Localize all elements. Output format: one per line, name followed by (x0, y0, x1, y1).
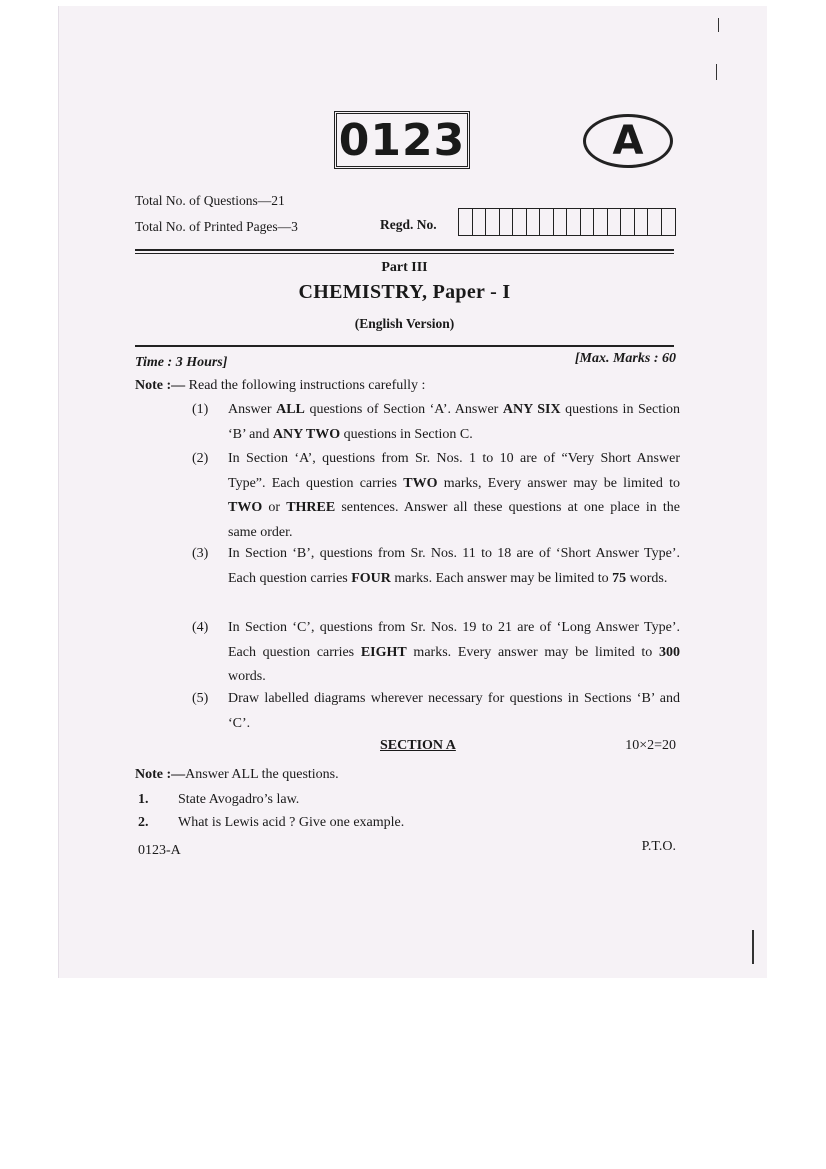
header-rule-top (135, 249, 674, 251)
paper-code-box (334, 111, 470, 169)
regd-number-boxes (458, 208, 676, 236)
question-text: State Avogadro’s law. (178, 792, 300, 807)
footer-code: 0123-A (138, 843, 181, 858)
total-pages: Total No. of Printed Pages—3 (135, 219, 298, 234)
subject-title: CHEMISTRY, Paper - I (298, 281, 511, 303)
instruction-number: (1) (192, 402, 209, 417)
instruction-number: (2) (192, 451, 209, 466)
instruction-text: Draw labelled diagrams wherever necessary for questions in Sections ‘B’ and ‘C’. (228, 691, 680, 731)
max-marks-label: [Max. Marks : 60 (574, 351, 676, 366)
section-a-note (135, 763, 339, 788)
question-number: 1. (138, 792, 149, 807)
instruction-number: (5) (192, 691, 209, 706)
scan-edge-mark (718, 18, 719, 32)
question-text: What is Lewis acid ? Give one example. (178, 815, 405, 830)
set-oval (583, 114, 673, 168)
instruction-text: In Section ‘A’, questions from Sr. Nos. 1 to 10 are of “Very Short Answer Type”. Each question carries TWO marks, Every answer may be limited to TWO or THREE sentences. Answer all these questions at one place in the same order. (228, 451, 681, 540)
regd-label: Regd. No. (380, 217, 437, 232)
set-letter: A (612, 118, 644, 164)
instruction-text: In Section ‘B’, questions from Sr. Nos. 11 to 18 are of ‘Short Answer Type’. Each question carries FOUR marks. Each answer may be limited to 75 words. (228, 546, 680, 586)
scan-edge-mark (752, 930, 754, 964)
scan-edge-mark (716, 64, 717, 80)
title-rule (135, 345, 674, 347)
instruction-text: Answer ALL questions of Section ‘A’. Answer ANY SIX questions in Section ‘B’ and ANY TWO questions in Section C. (228, 402, 680, 442)
note-text: Read the following instructions carefully : (188, 378, 426, 393)
section-a-note-label: Note :— (135, 767, 186, 782)
paper-code: 0123 (338, 114, 466, 166)
section-a-note-text: Answer ALL the questions. (185, 767, 339, 782)
section-a-title: SECTION A (380, 738, 456, 753)
instruction-number: (4) (192, 620, 209, 635)
part-label: Part III (381, 260, 428, 275)
time-label: Time : 3 Hours] (135, 355, 228, 370)
section-a-marks: 10×2=20 (625, 738, 676, 753)
instruction-number: (3) (192, 546, 209, 561)
total-questions: Total No. of Questions—21 (135, 193, 285, 208)
question-number: 2. (138, 815, 149, 830)
header-rule-bottom (135, 253, 674, 254)
note-label: Note :— (135, 378, 186, 393)
version-label: (English Version) (354, 316, 455, 331)
instruction-text: In Section ‘C’, questions from Sr. Nos. 19 to 21 are of ‘Long Answer Type’. Each question carries EIGHT marks. Every answer may be limited to 300 words. (228, 620, 680, 684)
footer-pto: P.T.O. (641, 839, 676, 854)
note-line (135, 374, 425, 399)
